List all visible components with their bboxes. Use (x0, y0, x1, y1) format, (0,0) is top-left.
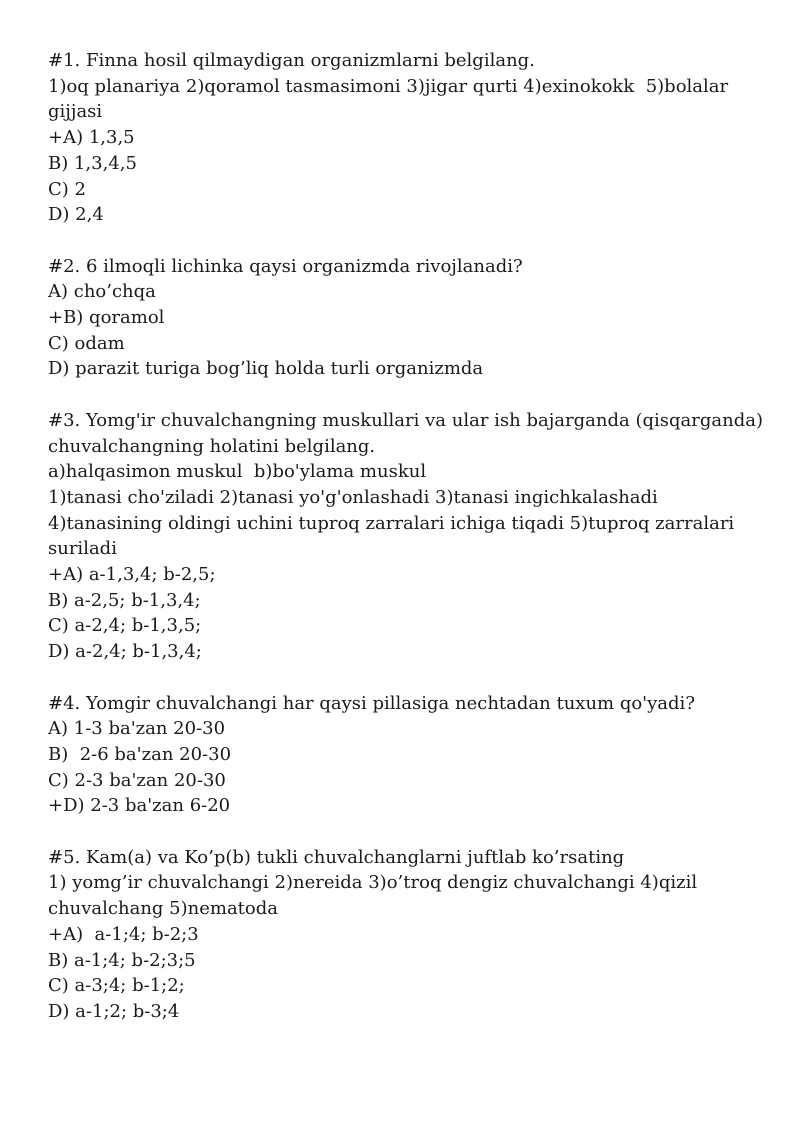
answer-option-b: B) 2-6 ba'zan 20-30 (48, 743, 232, 765)
answer-option-a: +A) 1,3,5 (48, 127, 135, 149)
question-text: #1. Finna hosil qilmaydigan organizmlarni belgilang. (48, 50, 535, 71)
question-3 (48, 408, 768, 665)
question-text: #3. Yomg'ir chuvalchangning muskullari va ular ish bajarganda (qisqarganda) chuvalchangning holatini belgilang. (48, 409, 769, 457)
answer-option-b: B) a-2,5; b-1,3,4; (48, 589, 201, 611)
question-4 (48, 691, 768, 820)
question-2 (48, 254, 768, 383)
answer-option-c: C) a-2,4; b-1,3,5; (48, 615, 202, 637)
answer-option-d: D) parazit turiga bog’liq holda turli organizmda (48, 358, 484, 380)
answer-option-c: C) 2-3 ba'zan 20-30 (48, 769, 226, 791)
answer-option-d: D) 2,4 (48, 204, 104, 226)
answer-option-d: D) a-2,4; b-1,3,4; (48, 641, 202, 663)
answer-option-d: D) a-1;2; b-3;4 (48, 1000, 180, 1022)
question-items: 1)tanasi cho'ziladi 2)tanasi yo'g'onlashadi 3)tanasi ingichkalashadi 4)tanasining oldingi uchini tuproq zarralari ichiga tiqadi 5)tuproq zarralari suriladi (48, 486, 740, 560)
question-text: #2. 6 ilmoqli lichinka qaysi organizmda rivojlanadi? (48, 255, 523, 277)
answer-option-b: B) 1,3,4,5 (48, 152, 137, 174)
answer-option-c: C) 2 (48, 178, 86, 200)
answer-option-a: A) cho’chqa (48, 281, 156, 303)
answer-option-a: +A) a-1;4; b-2;3 (48, 923, 199, 945)
answer-option-a: +A) a-1,3,4; b-2,5; (48, 564, 216, 586)
question-5 (48, 845, 768, 1025)
answer-option-b: B) a-1;4; b-2;3;5 (48, 949, 196, 971)
question-1 (48, 48, 768, 228)
answer-option-a: A) 1-3 ba'zan 20-30 (48, 718, 226, 740)
answer-option-c: C) a-3;4; b-1;2; (48, 975, 185, 997)
answer-option-b: +B) qoramol (48, 307, 165, 329)
question-items: 1) yomg’ir chuvalchangi 2)nereida 3)o’troq dengiz chuvalchangi 4)qizil chuvalchang 5)nematoda (48, 872, 703, 920)
answer-option-c: C) odam (48, 332, 125, 354)
document-page (48, 48, 768, 1050)
question-text: #4. Yomgir chuvalchangi har qaysi pillasiga nechtadan tuxum qo'yadi? (48, 692, 695, 714)
question-text: #5. Kam(a) va Ko’p(b) tukli chuvalchanglarni juftlab ko’rsating (48, 846, 625, 868)
answer-option-d: +D) 2-3 ba'zan 6-20 (48, 795, 231, 817)
question-items: 1)oq planariya 2)qoramol tasmasimoni 3)jigar qurti 4)exinokokk 5)bolalar gijjasi (48, 75, 734, 123)
question-muscle-types: a)halqasimon muskul b)bo'ylama muskul (48, 461, 427, 483)
